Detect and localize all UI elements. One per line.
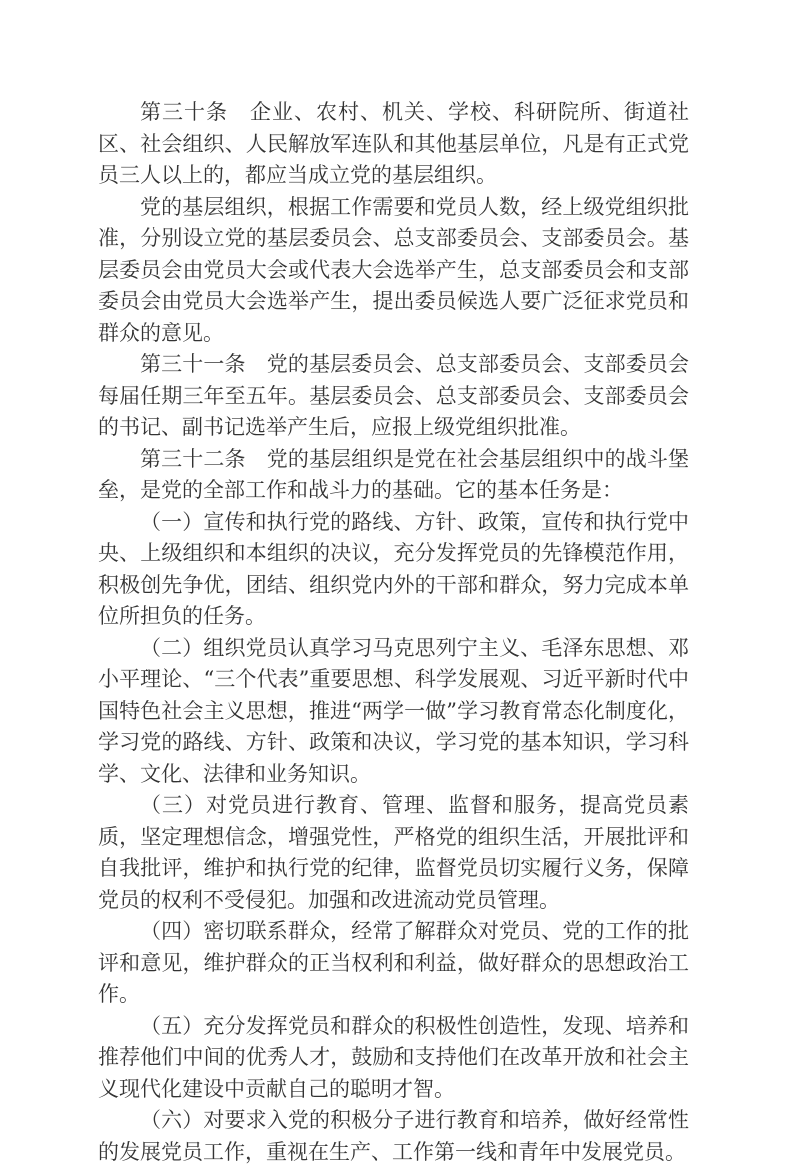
paragraph-article-31: 第三十一条 党的基层委员会、总支部委员会、支部委员会每届任期三年至五年。基层委员会、总支部委员会、支部委员会的书记、副书记选举产生后，应报上级党组织批准。	[98, 352, 689, 439]
paragraph-article-32-task-2: （二）组织党员认真学习马克思列宁主义、毛泽东思想、邓小平理论、“三个代表”重要思想、科学发展观、习近平新时代中国特色社会主义思想，推进“两学一做”学习教育常态化制度化，学习党的路线、方针、政策和决议，学习党的基本知识，学习科学、文化、法律和业务知识。	[98, 635, 689, 786]
paragraph-article-30: 第三十条 企业、农村、机关、学校、科研院所、街道社区、社会组织、人民解放军连队和其他基层单位，凡是有正式党员三人以上的，都应当成立党的基层组织。	[98, 100, 689, 187]
paragraph-article-30-continuation: 党的基层组织，根据工作需要和党员人数，经上级党组织批准，分别设立党的基层委员会、总支部委员会、支部委员会。基层委员会由党员大会或代表大会选举产生，总支部委员会和支部委员会由党员大会选举产生，提出委员候选人要广泛征求党员和群众的意见。	[98, 194, 689, 345]
paragraph-article-32: 第三十二条 党的基层组织是党在社会基层组织中的战斗堡垒，是党的全部工作和战斗力的基础。它的基本任务是：	[98, 446, 689, 502]
paragraph-article-32-task-3: （三）对党员进行教育、管理、监督和服务，提高党员素质，坚定理想信念，增强党性，严格党的组织生活，开展批评和自我批评，维护和执行党的纪律，监督党员切实履行义务，保障党员的权利不受侵犯。加强和改进流动党员管理。	[98, 793, 689, 912]
paragraph-article-32-task-1: （一）宣传和执行党的路线、方针、政策，宣传和执行党中央、上级组织和本组织的决议，充分发挥党员的先锋模范作用，积极创先争优，团结、组织党内外的干部和群众，努力完成本单位所担负的任务。	[98, 509, 689, 628]
paragraph-article-32-task-5: （五）充分发挥党员和群众的积极性创造性，发现、培养和推荐他们中间的优秀人才，鼓励和支持他们在改革开放和社会主义现代化建设中贡献自己的聪明才智。	[98, 1013, 689, 1101]
paragraph-article-32-task-4: （四）密切联系群众，经常了解群众对党员、党的工作的批评和意见，维护群众的正当权利和利益，做好群众的思想政治工作。	[98, 919, 689, 1006]
paragraph-article-32-task-6: （六）对要求入党的积极分子进行教育和培养，做好经常性的发展党员工作，重视在生产、工作第一线和青年中发展党员。	[98, 1108, 689, 1164]
